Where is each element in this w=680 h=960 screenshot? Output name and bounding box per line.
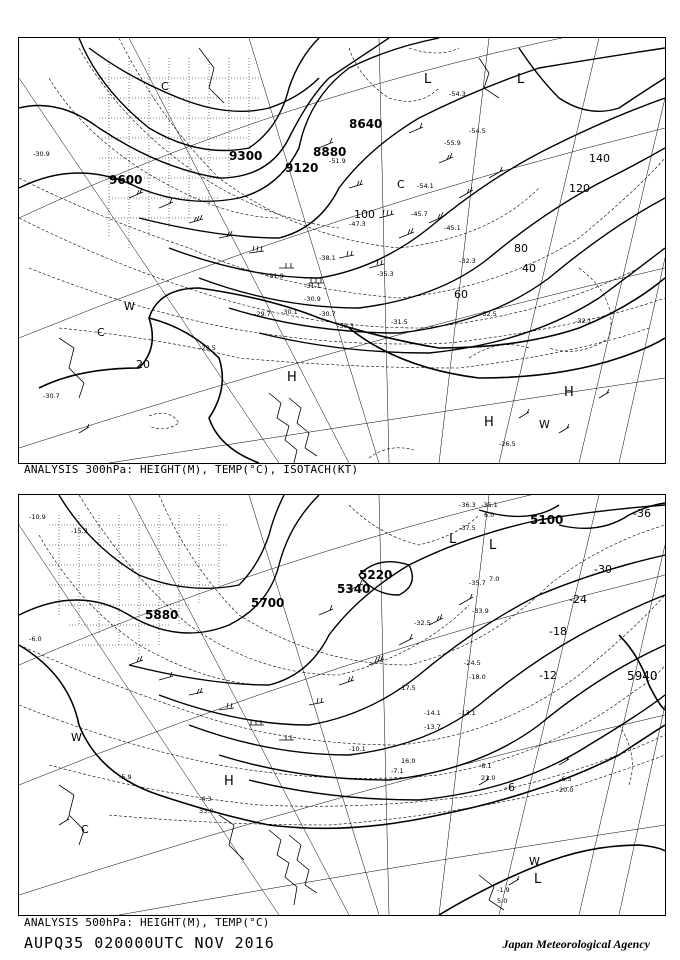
temperature-value: -54.3 — [449, 90, 466, 98]
coastline-300 — [59, 48, 499, 463]
warm-region-label: W — [124, 300, 135, 313]
warm-region-label: W — [529, 855, 540, 868]
height-label: 5700 — [251, 596, 285, 610]
temperature-value: -29.7 — [254, 310, 271, 318]
temperature-value: -18.0 — [469, 673, 486, 681]
caption-500hpa: ANALYSIS 500hPa: HEIGHT(M), TEMP(°C) — [24, 916, 270, 929]
isotherm-label: -30 — [594, 563, 612, 576]
height-label: 9600 — [109, 173, 143, 187]
temperature-value: -10.1 — [349, 745, 366, 753]
isotach-label: 100 — [354, 208, 375, 221]
caption-300hpa: ANALYSIS 300hPa: HEIGHT(M), TEMP(°C), ISOTACH(KT) — [24, 463, 359, 476]
isotach-label: 20 — [136, 358, 150, 371]
temperature-value: -35.1 — [481, 501, 498, 509]
temperature-value: 21.0 — [481, 774, 496, 782]
isotach-label: 140 — [589, 152, 610, 165]
isotach-label: 60 — [454, 288, 468, 301]
temperature-values-300 — [33, 90, 592, 448]
height-contours-500 — [19, 495, 665, 800]
temperature-value: 7.0 — [489, 575, 500, 583]
isotach-label: 80 — [514, 242, 528, 255]
temperature-value: -51.9 — [329, 157, 346, 165]
temperature-value: -14.1 — [424, 709, 441, 717]
temperature-value: -32.5 — [480, 310, 497, 318]
high-center-label: H — [484, 415, 494, 430]
temperature-value: -30.7 — [43, 392, 60, 400]
temperature-value: -6.1 — [479, 762, 492, 770]
cold-region-label: C — [81, 823, 89, 836]
temperature-value: -30.9 — [33, 150, 50, 158]
isotherm-label: -24 — [569, 593, 587, 606]
temperature-value: 20.0 — [559, 786, 574, 794]
temperature-value: -31.5 — [391, 318, 408, 326]
height-label: 5220 — [359, 568, 393, 582]
isotach-label: 120 — [569, 182, 590, 195]
low-center-label: L — [517, 72, 525, 87]
temperature-value: -33.9 — [472, 607, 489, 615]
temperature-value: -7.1 — [391, 767, 404, 775]
temperature-value: -13.1 — [459, 709, 476, 717]
low-center-label: L — [489, 538, 497, 553]
temperature-value: -15.3 — [71, 527, 88, 535]
map-300hpa — [18, 37, 666, 464]
temperature-value: -54.5 — [469, 127, 486, 135]
temperature-value: -36.3 — [459, 501, 476, 509]
wind-barbs-500 — [59, 580, 569, 885]
temperature-region-labels-500 — [71, 731, 540, 868]
temperature-value: -17.5 — [399, 684, 416, 692]
temperature-value: -24.5 — [464, 659, 481, 667]
temperature-value: -30.9 — [304, 295, 321, 303]
temperature-value: -45.1 — [444, 224, 461, 232]
height-label: 8640 — [349, 117, 383, 131]
temperature-value: -55.9 — [444, 139, 461, 147]
low-center-label: L — [424, 72, 432, 87]
warm-region-label: W — [539, 418, 550, 431]
map-500hpa-chart — [19, 495, 665, 915]
temperature-value: -37.5 — [459, 524, 476, 532]
temperature-value: -38.1 — [319, 254, 336, 262]
height-label: 5340 — [337, 582, 371, 596]
map-500hpa — [18, 494, 666, 916]
height-label: 5940 — [627, 669, 658, 683]
temperature-value: -29.5 — [199, 344, 216, 352]
temperature-value: -35.7 — [469, 579, 486, 587]
temperature-value: -47.3 — [349, 220, 366, 228]
high-center-label: H — [224, 774, 234, 789]
temperature-value: -35.3 — [377, 270, 394, 278]
temperature-value: -26.5 — [499, 440, 516, 448]
temperature-values-500 — [29, 501, 573, 905]
isotherm-label: -36 — [633, 507, 651, 520]
lat-lon-grid — [19, 495, 665, 915]
temperature-value: -31.1 — [304, 282, 321, 290]
temperature-value: -45.7 — [411, 210, 428, 218]
high-center-label: H — [287, 370, 297, 385]
agency-name: Japan Meteorological Agency — [502, 937, 650, 951]
temperature-value: -4.3 — [199, 795, 212, 803]
isotherm-label: -18 — [549, 625, 567, 638]
temperature-value: -1.9 — [497, 886, 510, 894]
temperature-value: -6.0 — [29, 635, 42, 643]
warm-region-label: W — [71, 731, 82, 744]
height-label: 5880 — [145, 608, 179, 622]
height-labels-300 — [109, 117, 382, 187]
isotherm-label: -6 — [504, 781, 515, 794]
temperature-value: -54.1 — [417, 182, 434, 190]
temperature-value: -13.7 — [424, 723, 441, 731]
temperature-value: -5.9 — [119, 773, 132, 781]
low-center-label: L — [449, 532, 457, 547]
height-label: 8880 — [313, 145, 347, 159]
coastline-500 — [59, 785, 504, 910]
map-300hpa-chart — [19, 38, 665, 463]
height-label: 9300 — [229, 149, 263, 163]
isotherm-label: -12 — [539, 669, 557, 682]
height-label: 9120 — [285, 161, 319, 175]
cold-region-label: C — [97, 326, 105, 339]
cold-region-label: C — [397, 178, 405, 191]
temperature-value: -30.3 — [337, 322, 354, 330]
temperature-value: 6.0 — [484, 511, 495, 519]
temperature-value: -6.5 — [559, 775, 572, 783]
product-identifier: AUPQ35 020000UTC NOV 2016 — [24, 934, 275, 952]
temperature-value: 16.0 — [401, 757, 416, 765]
temperature-value: -32.3 — [459, 257, 476, 265]
height-label: 5100 — [530, 513, 564, 527]
temperature-value: -31.9 — [267, 272, 284, 280]
temperature-value: 5.0 — [497, 897, 508, 905]
temperature-value: -30.7 — [319, 310, 336, 318]
temperature-value: -32.1 — [575, 317, 592, 325]
height-contours-300 — [19, 38, 665, 353]
isotach-label: 40 — [522, 262, 536, 275]
high-center-label: H — [564, 385, 574, 400]
temperature-value: 33.0 — [199, 807, 214, 815]
temperature-value: -32.5 — [414, 619, 431, 627]
temperature-value: -10.9 — [29, 513, 46, 521]
cold-region-label: C — [161, 80, 169, 93]
low-center-label: L — [534, 872, 542, 887]
temperature-value: -30.1 — [281, 308, 298, 316]
